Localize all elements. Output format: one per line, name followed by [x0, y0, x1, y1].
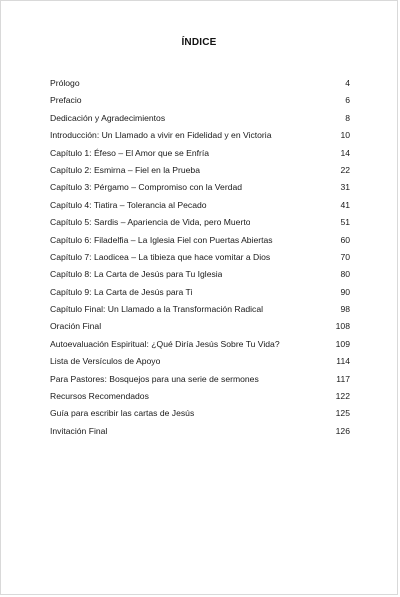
toc-entry[interactable]	[50, 179, 350, 196]
toc-entry-label: Para Pastores: Bosquejos para una serie de sermones	[50, 373, 259, 384]
toc-entry-page-number: 6	[345, 95, 350, 106]
toc-entry-page-number: 108	[335, 321, 350, 332]
toc-entry-label: Lista de Versículos de Apoyo	[50, 356, 161, 367]
toc-entry-label: Capítulo 8: La Carta de Jesús para Tu Iglesia	[50, 269, 223, 280]
toc-entry[interactable]	[50, 266, 350, 283]
toc-entry-page-number: 10	[340, 130, 350, 141]
toc-entry[interactable]	[50, 92, 350, 109]
toc-entry-page-number: 41	[340, 199, 350, 210]
toc-entry-label: Capítulo 4: Tiatira – Tolerancia al Pecado	[50, 199, 207, 210]
toc-entry-label: Capítulo 9: La Carta de Jesús para Ti	[50, 286, 193, 297]
toc-entry[interactable]	[50, 75, 350, 92]
toc-entry-page-number: 22	[340, 164, 350, 175]
toc-entry-page-number: 98	[340, 304, 350, 315]
toc-entry-label: Guía para escribir las cartas de Jesús	[50, 408, 195, 419]
toc-entry-label: Capítulo 7: Laodicea – La tibieza que hace vomitar a Dios	[50, 251, 271, 262]
toc-entry-label: Capítulo 5: Sardis – Apariencia de Vida, pero Muerto	[50, 217, 251, 228]
toc-entry[interactable]	[50, 127, 350, 144]
toc-entry[interactable]	[50, 249, 350, 266]
toc-entry[interactable]	[50, 232, 350, 249]
toc-entry-page-number: 114	[336, 356, 350, 367]
toc-entry-page-number: 122	[335, 391, 350, 402]
toc-entry-page-number: 4	[345, 78, 350, 88]
toc-entry-page-number: 117	[336, 373, 350, 384]
toc-entry-page-number: 80	[340, 269, 350, 280]
toc-entry[interactable]	[50, 353, 350, 370]
toc-entry-page-number: 125	[335, 408, 350, 419]
toc-entry-label: Oración Final	[50, 321, 102, 332]
toc-entry-page-number: 90	[340, 286, 350, 297]
toc-entry-label: Autoevaluación Espiritual: ¿Qué Diría Jesús Sobre Tu Vida?	[50, 338, 280, 349]
toc-entry-label: Invitación Final	[50, 425, 108, 436]
toc-entry[interactable]	[50, 318, 350, 335]
toc-entry-label: Dedicación y Agradecimientos	[50, 112, 166, 123]
toc-entry-page-number: 70	[340, 251, 350, 262]
toc-entry-page-number: 31	[340, 182, 350, 193]
toc-entry[interactable]	[50, 336, 350, 353]
toc-entry-label: Recursos Recomendados	[50, 391, 149, 402]
toc-entry-label: Capítulo Final: Un Llamado a la Transformación Radical	[50, 304, 264, 315]
toc-entry[interactable]	[50, 405, 350, 422]
toc-entry-page-number: 60	[340, 234, 350, 245]
toc-entry-page-number: 109	[335, 338, 350, 349]
toc-entry[interactable]	[50, 214, 350, 231]
toc-entry-label: Prólogo	[50, 78, 80, 88]
toc-entry[interactable]	[50, 371, 350, 388]
toc-entry[interactable]	[50, 388, 350, 405]
toc-entry[interactable]	[50, 423, 350, 440]
toc-entry-label: Capítulo 3: Pérgamo – Compromiso con la Verdad	[50, 182, 243, 193]
toc-entry-page-number: 8	[345, 112, 350, 123]
toc-entry-page-number: 51	[340, 217, 350, 228]
toc-entry-page-number: 14	[340, 147, 350, 158]
toc-entry-label: Prefacio	[50, 95, 82, 106]
page-title: ÍNDICE	[181, 37, 217, 48]
toc-entry[interactable]	[50, 145, 350, 162]
toc-entry[interactable]	[50, 301, 350, 318]
toc-entry-label: Capítulo 2: Esmirna – Fiel en la Prueba	[50, 164, 200, 175]
toc-entry[interactable]	[50, 110, 350, 127]
toc-entry-label: Capítulo 6: Filadelfia – La Iglesia Fiel con Puertas Abiertas	[50, 234, 273, 245]
toc-entry-page-number: 126	[335, 425, 350, 436]
toc-entry[interactable]	[50, 284, 350, 301]
table-of-contents	[50, 75, 350, 440]
toc-entry-label: Capítulo 1: Éfeso – El Amor que se Enfría	[50, 147, 210, 158]
toc-entry[interactable]	[50, 197, 350, 214]
toc-entry-label: Introducción: Un Llamado a vivir en Fidelidad y en Victoria	[50, 130, 272, 141]
toc-entry[interactable]	[50, 162, 350, 179]
